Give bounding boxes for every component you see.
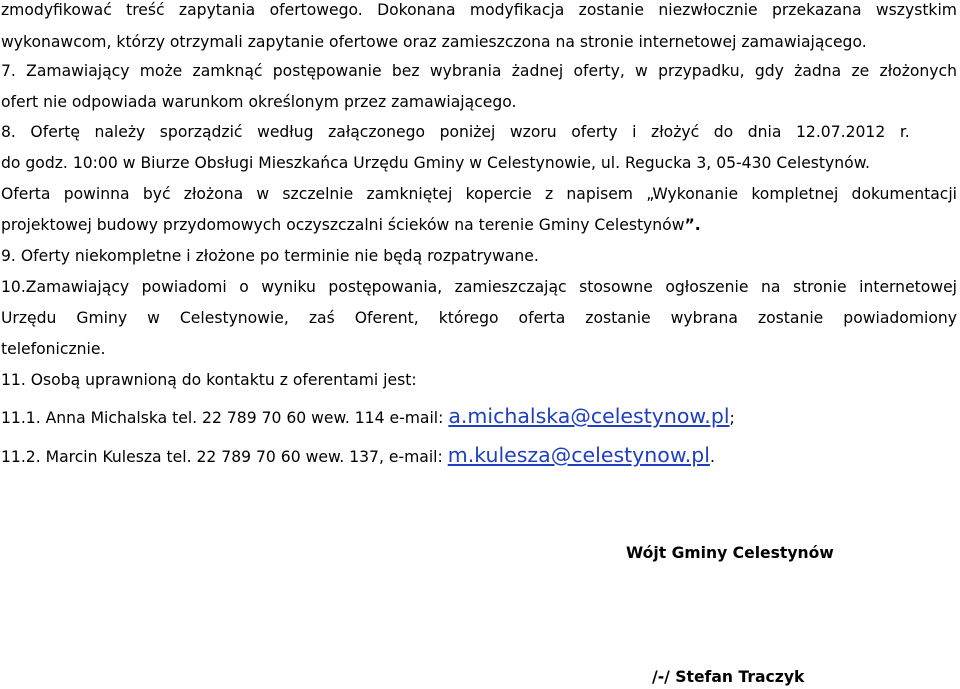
text-line-5: 8. Ofertę należy sporządzić według załączonego poniżej wzoru oferty i złożyć do dnia 12.07.2012 r. [1,123,910,141]
text-line-7: Oferta powinna być złożona w szczelnie zamkniętej kopercie z napisem „Wykonanie kompletnej dokumentacji [1,185,957,203]
contact-1-text: 11.1. Anna Michalska tel. 22 789 70 60 wew. 114 e-mail: [1,409,449,427]
signature-title: Wójt Gminy Celestynów [626,544,834,562]
text-line-2: wykonawcom, którzy otrzymali zapytanie ofertowe oraz zamieszczona na stronie internetowej zamawiającego. [1,33,867,51]
text-line-8 [1,215,957,235]
project-name-text: projektowej budowy przydomowych oczyszczalni ścieków na terenie Gminy Celestynów [1,216,685,234]
text-line-9: 9. Oferty niekompletne i złożone po terminie nie będą rozpatrywane. [1,247,539,265]
text-line-1: zmodyfikować treść zapytania ofertowego. Dokonana modyfikacja zostanie niezwłocznie przekazana wszystkim [1,1,957,19]
signature-name: /-/ Stefan Traczyk [652,668,805,686]
text-line-12: telefonicznie. [1,340,106,358]
email-link-kulesza[interactable]: m.kulesza@celestynow.pl [447,443,710,467]
text-line-10: 10.Zamawiający powiadomi o wyniku postępowania, zamieszczając stosowne ogłoszenie na stronie internetowej [1,278,957,296]
text-line-4: ofert nie odpowiada warunkom określonym przez zamawiającego. [1,93,517,111]
contact-line-2 [1,443,957,467]
text-line-13: 11. Osobą uprawnioną do kontaktu z oferentami jest: [1,371,417,389]
contact-2-text: 11.2. Marcin Kulesza tel. 22 789 70 60 wew. 137, e-mail: [1,448,448,466]
text-line-3: 7. Zamawiający może zamknąć postępowanie bez wybrania żadnej oferty, w przypadku, gdy żadna ze złożonych [1,62,957,80]
closing-quote: ”. [684,216,701,234]
text-line-6: do godz. 10:00 w Biurze Obsługi Mieszkańca Urzędu Gminy w Celestynowie, ul. Regucka 3, 05-430 Celestynów. [1,154,870,172]
contact-line-1 [1,404,957,428]
email-link-michalska[interactable]: a.michalska@celestynow.pl [448,404,730,428]
contact-2-suffix: . [709,448,715,466]
text-line-11: Urzędu Gminy w Celestynowie, zaś Oferent, którego oferta zostanie wybrana zostanie powiadomiony [1,309,957,327]
contact-1-suffix: ; [729,409,735,427]
